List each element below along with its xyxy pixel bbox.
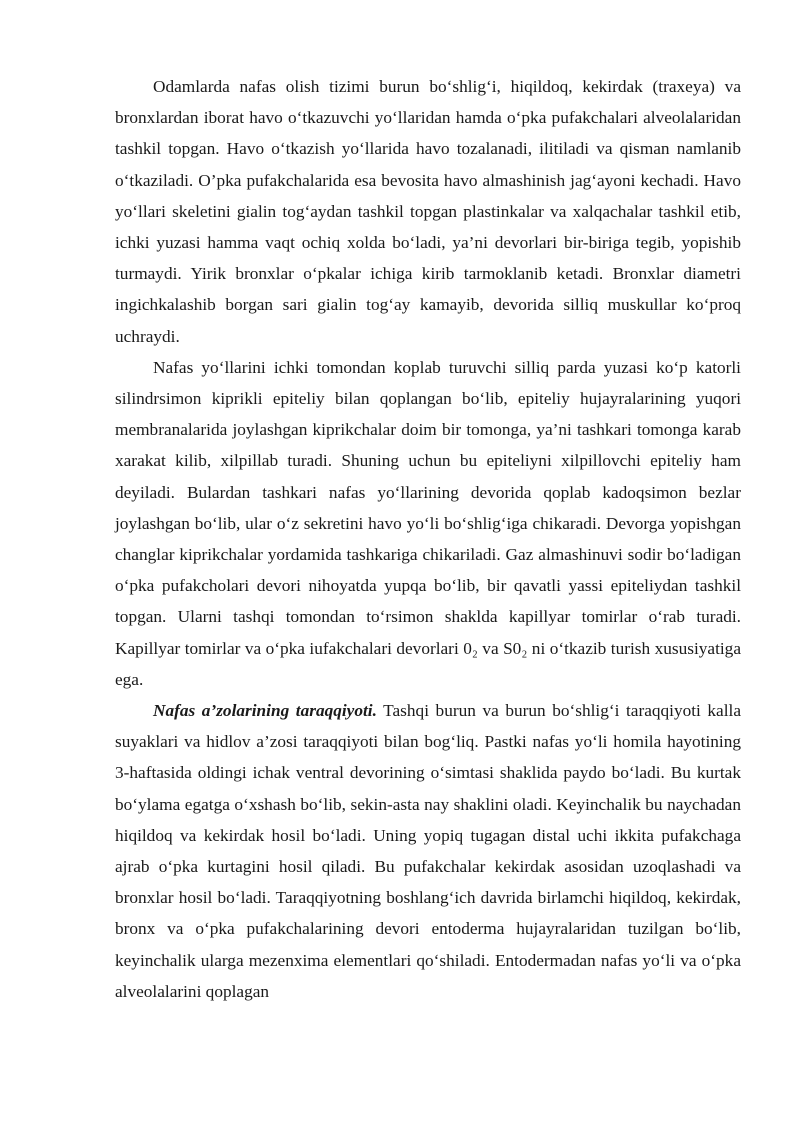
body-text — [115, 71, 741, 1007]
paragraph-3-text: Tashqi burun va burun bo‘shlig‘i taraqqiyoti kalla suyaklari va hidlov a’zosi taraqqiyoti bilan bog‘liq. Pastki nafas yo‘li homila hayotining 3-haftasida oldingi ichak ventral devorining o‘simtasi shaklida paydo bo‘ladi. Bu kurtak bo‘ylama egatga o‘xshash bo‘lib, sekin-asta nay shaklini oladi. Keyinchalik bu naychadan hiqildoq va kekirdak hosil bo‘ladi. Uning yopiq tugagan distal uchi ikkita pufakchaga ajrab o‘pka kurtagini hosil qiladi. Bu pufakchalar kekirdak asosidan uzoqlashadi va bronxlar hosil bo‘ladi. Taraqqiyotning boshlang‘ich davrida birlamchi hiqildoq, kekirdak, bronx va o‘pka pufakchalarining devori entoderma hujayralaridan tuzilgan bo‘lib, keyinchalik ularga mezenxima elementlari qo‘shiladi. Entodermadan nafas yo‘li va o‘pka alveolalarini qoplagan — [115, 701, 741, 1001]
paragraph-1-text: Odamlarda nafas olish tizimi burun bo‘shlig‘i, hiqildoq, kekirdak (traxeya) va bronxlardan iborat havo o‘tkazuvchi yo‘llaridan hamda o‘pka pufakchalari alveolalaridan tashkil topgan. Havo o‘tkazish yo‘llarida havo tozalanadi, ilitiladi va qisman namlanib o‘tkaziladi. O’pka pufakchalarida esa bevosita havo almashinish jag‘ayoni kechadi. Havo yo‘llari skeletini gialin tog‘aydan tashkil topgan plastinkalar va xalqachalar tashkil etib, ichki yuzasi hamma vaqt ochiq xolda bo‘ladi, ya’ni devorlari bir-biriga tegib, yopishib turmaydi. Yirik bronxlar o‘pkalar ichiga kirib tarmoklanib ketadi. Bronxlar diametri ingichkalashib borgan sari gialin tog‘ay kamayib, devorida silliq muskullar ko‘proq uchraydi. — [115, 77, 741, 346]
paragraph-2-text: Nafas yo‘llarini ichki tomondan koplab turuvchi silliq parda yuzasi ko‘p katorli silindrsimon kiprikli epiteliy bilan qoplangan bo‘lib, epiteliy hujayralarining yuqori membranalarida joylashgan kiprikchalar doim bir tomonga, ya’ni tashkari tomonga karab xarakat kilib, xilpillab turadi. Shuning uchun bu epiteliyni xilpillovchi epiteliy ham deyiladi. Bulardan tashkari nafas yo‘llarining devorida qoplab kadoqsimon bezlar joylashgan bo‘lib, ular o‘z sekretini havo yo‘li bo‘shlig‘iga chikaradi. Devorga yopishgan changlar kiprikchalar yordamida tashkariga chikariladi. Gaz almashinuvi sodir bo‘ladigan o‘pka pufakcholari devori nihoyatda yupqa bo‘lib, bir qavatli yassi epiteliydan tashkil topgan. Ularni tashqi tomondan to‘rsimon shaklda kapillyar tomirlar o‘rab turadi. Kapillyar tomirlar va o‘pka iufakchalari devorlari 0₂ va S0₂ ni o‘tkazib turish xususiyatiga ega. — [115, 357, 741, 689]
section-heading-inline: Nafas a’zolarining taraqqiyoti. — [153, 701, 377, 721]
paragraph-1 — [115, 71, 741, 352]
paragraph-3 — [115, 695, 741, 1007]
paragraph-2 — [115, 352, 741, 695]
